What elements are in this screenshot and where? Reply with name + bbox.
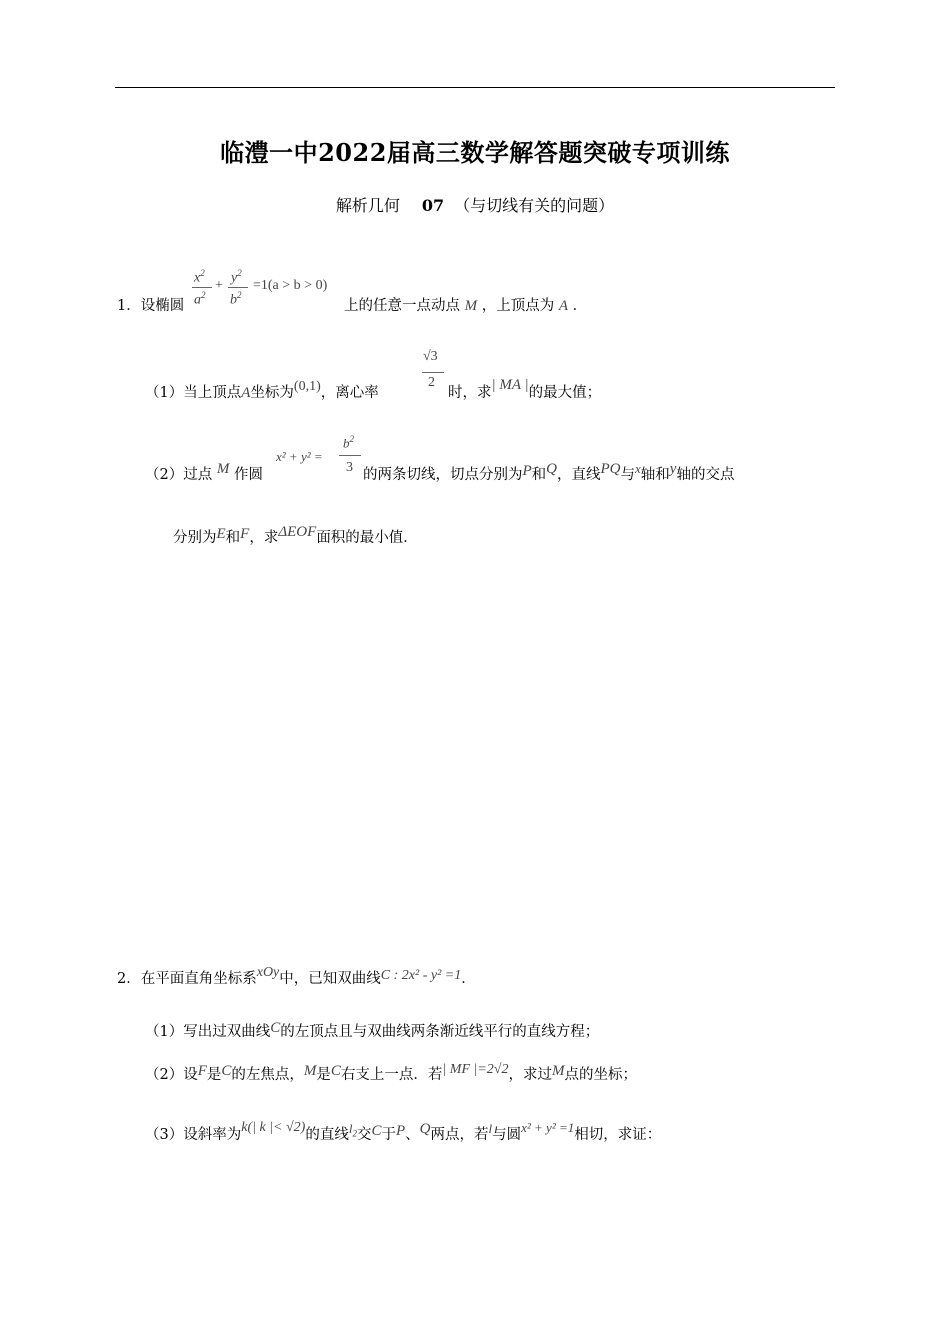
subtitle-topic: 解析几何 <box>335 196 400 215</box>
q2-part3: （3）设斜率为k(| k |< √2)的直线$l_2$交C于P、Q两点，若l与圆x² + y² =1相切，求证： <box>145 1120 662 1143</box>
subtitle-description: （与切线有关的问题） <box>454 196 615 215</box>
point-a: A <box>558 298 568 314</box>
subtitle-number: 07 <box>421 196 445 215</box>
ellipse-rhs: =1(a > b > 0) <box>253 278 328 293</box>
q1-part1-tail: 时，求| MA |的最大值； <box>448 377 602 401</box>
point-m: M <box>464 298 478 314</box>
q1-part2: （2）过点 M 作圆 <box>145 461 263 483</box>
q2-part1: （1）写出过双曲线C的左顶点且与双曲线两条渐近线平行的直线方程； <box>145 1020 600 1040</box>
page-subtitle <box>0 193 950 216</box>
q1-part1: （1）当上顶点A坐标为(0,1)，离心率 <box>145 379 379 401</box>
q1-part2-line2: 分别为E和F，求ΔEOF面积的最小值． <box>173 524 418 546</box>
q1-number: 1．设椭圆 <box>117 298 185 314</box>
header-rule <box>115 87 835 88</box>
q2-part2: （2）设F是C的左焦点，M是C右支上一点．若| MF |=2√2，求过M点的坐标； <box>145 1062 637 1083</box>
q1-stem: 上的任意一点动点 M ，上顶点为 A ． <box>344 298 588 314</box>
page-title: 临澧一中2022届高三数学解答题突破专项训练 <box>220 138 730 167</box>
q2-stem: 2．在平面直角坐标系xOy中，已知双曲线C : 2x² - y² =1． <box>117 965 476 987</box>
q1-part2-tail: 的两条切线，切点分别为P和Q，直线PQ与x轴和y轴的交点 <box>363 461 735 483</box>
